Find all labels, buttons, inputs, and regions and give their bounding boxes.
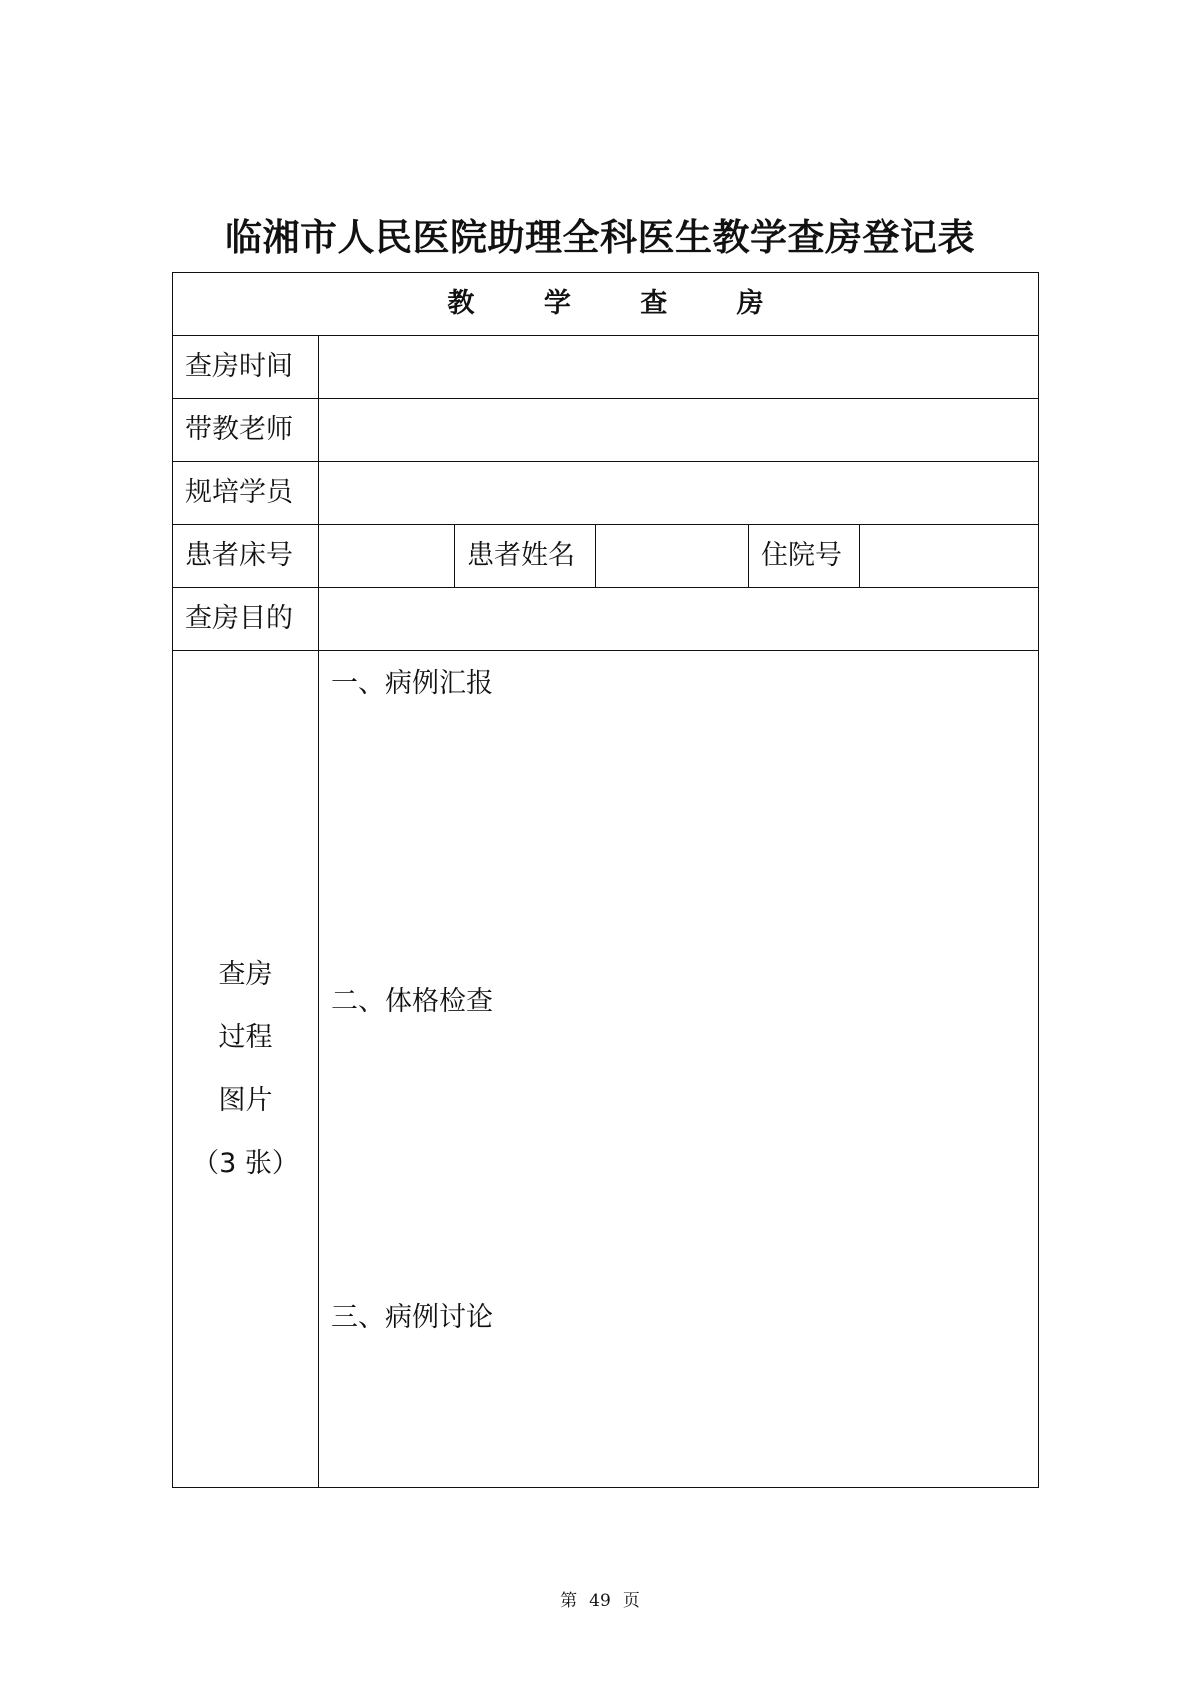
rounds-registration-form xyxy=(172,272,1039,1488)
footer-suffix: 页 xyxy=(622,1591,640,1611)
section-physical-exam: 二、体格检查 xyxy=(331,986,493,1017)
bed-number-field[interactable] xyxy=(319,525,455,588)
bed-number-label: 患者床号 xyxy=(173,525,319,588)
process-content-area[interactable] xyxy=(319,651,1039,1488)
process-label-line: 查房 xyxy=(218,959,273,990)
rounds-purpose-field[interactable] xyxy=(319,588,1039,651)
admission-number-field[interactable] xyxy=(860,525,1039,588)
section-case-report: 一、病例汇报 xyxy=(331,668,493,699)
patient-name-field[interactable] xyxy=(596,525,749,588)
process-label-line: 图片 xyxy=(218,1085,273,1116)
trainee-label: 规培学员 xyxy=(173,462,319,525)
patient-name-label: 患者姓名 xyxy=(455,525,596,588)
process-label-line: （3 张） xyxy=(192,1148,299,1179)
rounds-time-field[interactable] xyxy=(319,336,1039,399)
process-label-line: 过程 xyxy=(218,1022,273,1053)
page-number: 49 xyxy=(589,1591,611,1611)
rounds-purpose-label: 查房目的 xyxy=(173,588,319,651)
teacher-label: 带教老师 xyxy=(173,399,319,462)
trainee-field[interactable] xyxy=(319,462,1039,525)
page-footer xyxy=(0,1586,1200,1611)
footer-prefix: 第 xyxy=(560,1591,578,1611)
process-photos-label xyxy=(173,651,319,1488)
rounds-time-label: 查房时间 xyxy=(173,336,319,399)
document-title: 临湘市人民医院助理全科医生教学查房登记表 xyxy=(225,215,975,259)
section-case-discussion: 三、病例讨论 xyxy=(331,1302,493,1333)
form-header: 教 学 查 房 xyxy=(173,273,1039,336)
admission-number-label: 住院号 xyxy=(749,525,860,588)
teacher-field[interactable] xyxy=(319,399,1039,462)
